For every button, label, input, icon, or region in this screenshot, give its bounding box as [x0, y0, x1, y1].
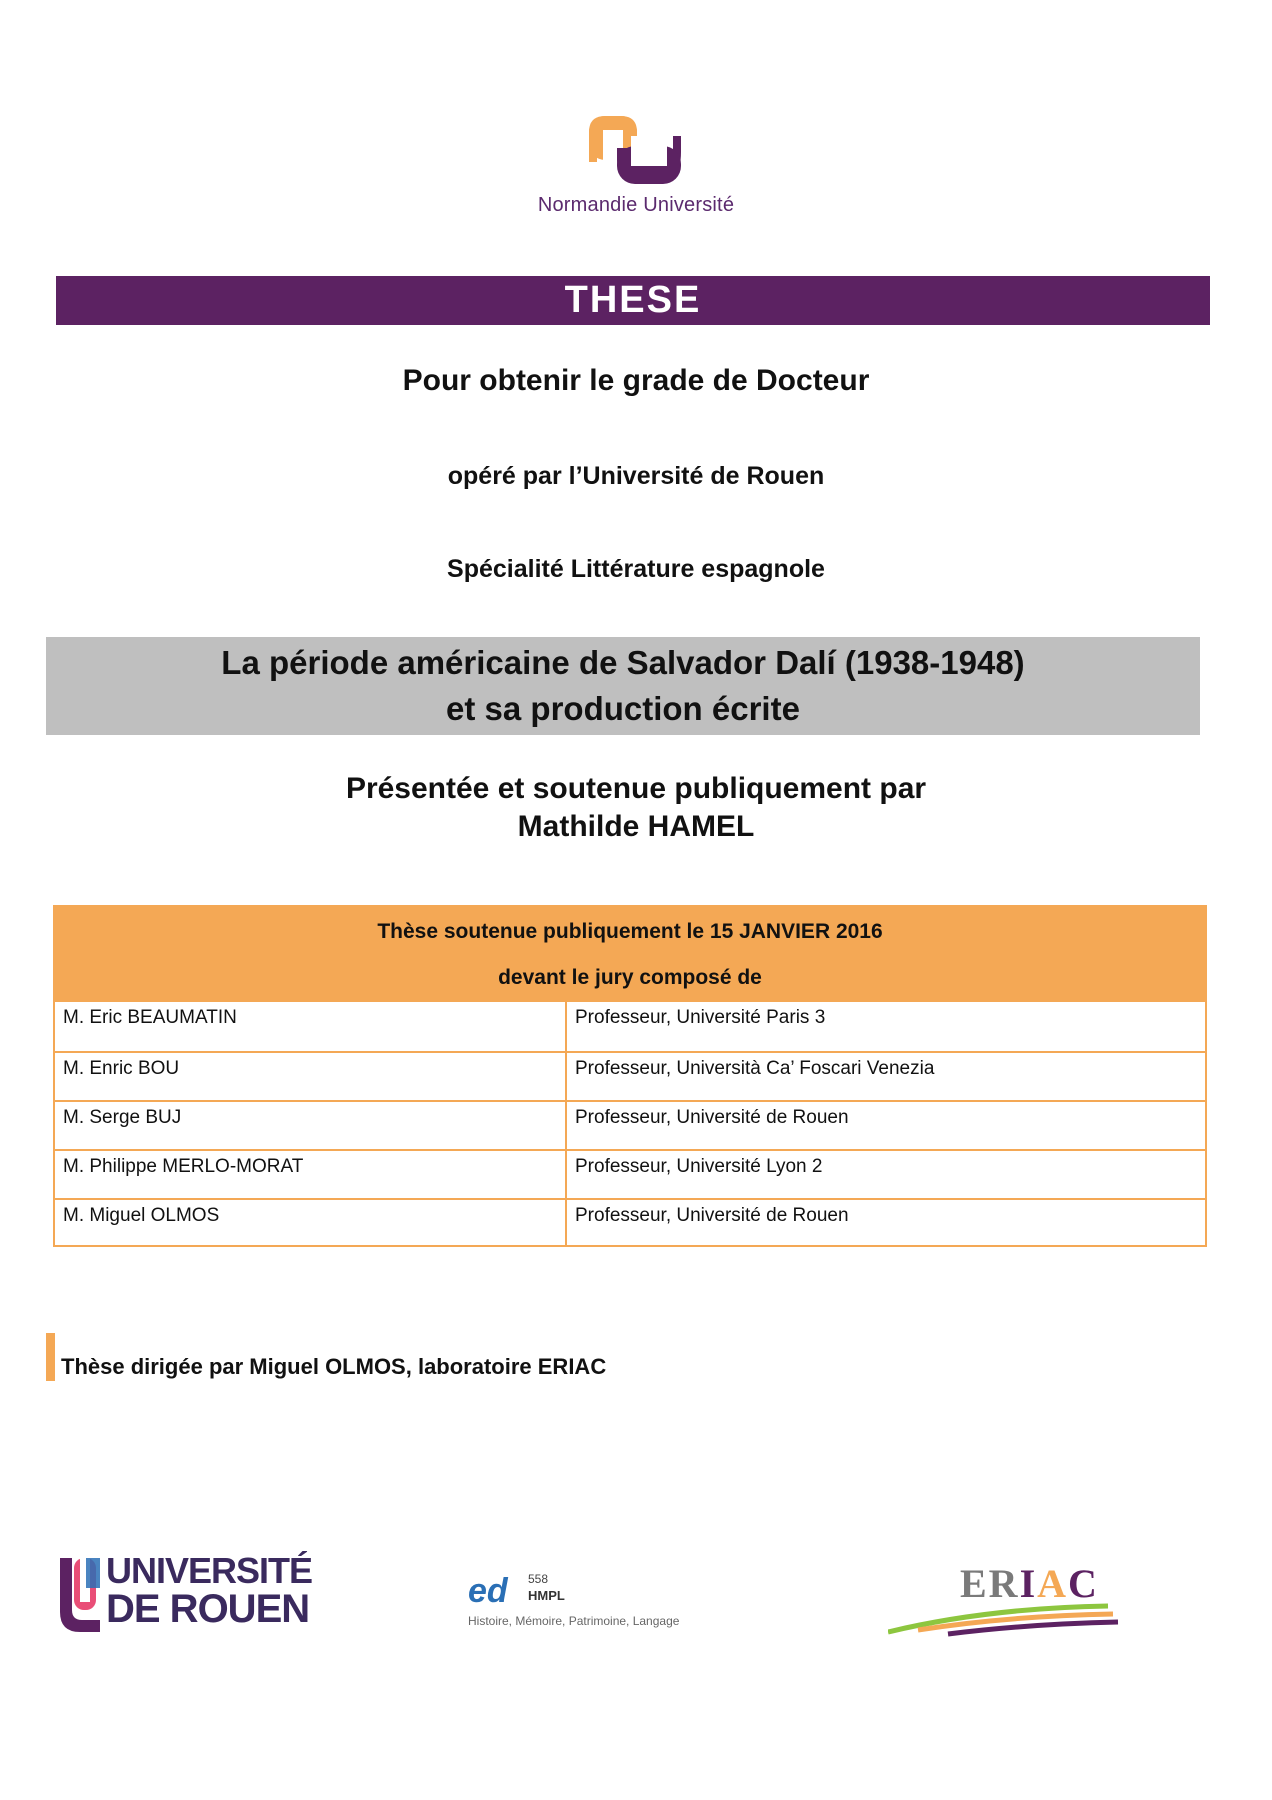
rouen-logo-text	[106, 1550, 313, 1631]
operator-line: opéré par l’Université de Rouen	[447, 462, 825, 490]
jury-table	[53, 905, 1207, 1247]
jury-rows	[55, 1002, 1205, 1247]
jury-member-name: M. Serge BUJ	[55, 1102, 567, 1149]
presented-by-line: Présentée et soutenue publiquement par	[345, 772, 927, 805]
jury-member-role: Professeur, Université Paris 3	[575, 1007, 826, 1028]
ed-subtitle: Histoire, Mémoire, Patrimoine, Langage	[468, 1614, 680, 1628]
ed-name: HMPL	[528, 1588, 565, 1603]
rouen-logo-line-2: DE ROUEN	[106, 1587, 310, 1631]
jury-member-role: Professeur, Università Ca’ Foscari Venezia	[575, 1058, 935, 1079]
jury-table-header	[55, 907, 1205, 1002]
jury-member-role: Professeur, Université Lyon 2	[575, 1156, 823, 1177]
jury-member-name: M. Enric BOU	[55, 1053, 567, 1100]
ed-hmpl-logo	[468, 1572, 698, 1632]
jury-member-role: Professeur, Université de Rouen	[575, 1107, 849, 1128]
thesis-title-line-1: La période américaine de Salvador Dalí (1938-1948)	[221, 644, 1025, 681]
table-row	[55, 1051, 1205, 1100]
table-row	[55, 1149, 1205, 1198]
rouen-logo-mark-icon	[56, 1554, 104, 1634]
rouen-logo-line-1: UNIVERSITÉ	[106, 1550, 313, 1591]
jury-composed-label: devant le jury composé de	[498, 965, 762, 989]
these-banner: THESE	[56, 276, 1210, 325]
universite-rouen-logo	[56, 1550, 313, 1634]
defense-date: Thèse soutenue publiquement le 15 JANVIER 2016	[377, 919, 883, 943]
eriac-swoosh-icon	[888, 1600, 1123, 1640]
presented-by-block	[0, 770, 1272, 846]
table-row	[55, 1198, 1205, 1247]
thesis-director: Thèse dirigée par Miguel OLMOS, laboratoire ERIAC	[61, 1354, 607, 1379]
normandie-logo-mark-icon	[581, 110, 691, 190]
thesis-title-box	[46, 637, 1200, 735]
jury-member-name: M. Philippe MERLO-MORAT	[55, 1151, 567, 1198]
jury-member-role: Professeur, Université de Rouen	[575, 1205, 849, 1226]
author-name: Mathilde HAMEL	[517, 810, 755, 843]
grade-line: Pour obtenir le grade de Docteur	[402, 364, 870, 397]
normandie-universite-logo	[536, 110, 736, 230]
table-row	[55, 1100, 1205, 1149]
eriac-logo	[888, 1560, 1123, 1640]
thesis-title-line-2: et sa production écrite	[446, 690, 800, 727]
eriac-logo-text: ERIAC	[960, 1561, 1099, 1606]
normandie-logo-text: Normandie Université	[537, 194, 735, 216]
director-accent-bar	[46, 1333, 55, 1381]
jury-member-name: M. Eric BEAUMATIN	[55, 1002, 567, 1051]
ed-mark-icon: ed	[468, 1572, 508, 1610]
table-row	[55, 1002, 1205, 1051]
ed-number: 558	[528, 1572, 549, 1586]
specialty-line: Spécialité Littérature espagnole	[447, 555, 825, 583]
jury-member-name: M. Miguel OLMOS	[55, 1200, 567, 1247]
